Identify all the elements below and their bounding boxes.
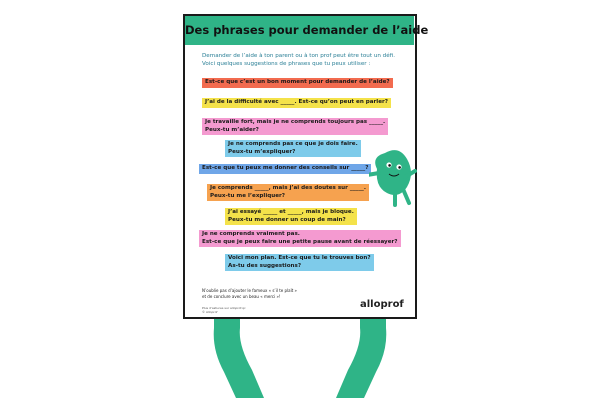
phrase-2-line-1: J’ai de la difficulté avec _____. Est-ce qu’on peut en parler? <box>205 99 389 105</box>
phrase-8-line-1: Je ne comprends vraiment pas. <box>202 231 300 237</box>
phrase-5 <box>199 164 371 174</box>
phrase-5-line-1: Est-ce que tu peux me donner des conseils sur _____? <box>202 165 369 171</box>
mascot-illustration <box>369 147 417 209</box>
poster-footer <box>202 288 297 299</box>
phrase-1 <box>202 78 393 88</box>
phrase-7-line-1: J’ai essayé _____ et _____, mais je bloque. <box>228 209 354 215</box>
footer-line-2: et de conclure avec un beau « merci »! <box>202 293 281 299</box>
credit-line-1: Plus d’astuces sur alloprof.qc <box>202 306 246 310</box>
poster-title: Des phrases pour demander de l’aide <box>185 16 414 45</box>
phrase-8 <box>199 230 401 247</box>
phrase-8-line-2: Est-ce que je peux faire une petite pause avant de réessayer? <box>202 238 398 245</box>
intro-line-2: Voici quelques suggestions de phrases que tu peux utiliser : <box>202 61 371 67</box>
phrase-7 <box>225 208 357 225</box>
phrase-1-line-1: Est-ce que c’est un bon moment pour demander de l’aide? <box>205 79 390 85</box>
phrase-4 <box>225 140 361 157</box>
footer-line-1: N’oublie pas d’ajouter le fameux « s’il te plaît » <box>202 288 297 293</box>
poster <box>183 14 429 319</box>
phrase-9 <box>225 254 374 271</box>
phrase-4-line-1: Je ne comprends pas ce que je dois faire. <box>228 141 358 147</box>
poster-credit <box>202 306 246 314</box>
phrase-3 <box>202 118 388 135</box>
intro-line-1: Demander de l’aide à ton parent ou à ton prof peut être tout un défi. <box>202 53 395 59</box>
phrase-6 <box>207 184 369 201</box>
credit-line-2: © Alloprof <box>202 310 218 314</box>
alloprof-logo: alloprof <box>360 299 404 310</box>
phrase-2 <box>202 98 391 108</box>
phrase-6-line-1: Je comprends _____, mais j’ai des doutes sur _____. <box>210 185 366 191</box>
poster-intro <box>202 52 402 68</box>
phrase-9-line-2: As-tu des suggestions? <box>228 262 302 269</box>
phrase-9-line-1: Voici mon plan. Est-ce que tu le trouves bon? <box>228 255 371 261</box>
phrase-3-line-2: Peux-tu m’aider? <box>205 126 259 133</box>
phrase-3-line-1: Je travaille fort, mais je ne comprends toujours pas _____. <box>205 119 386 125</box>
phrase-7-line-2: Peux-tu me donner un coup de main? <box>228 216 346 223</box>
phrase-6-line-2: Peux-tu me l’expliquer? <box>210 192 286 199</box>
phrase-4-line-2: Peux-tu m’expliquer? <box>228 148 296 155</box>
